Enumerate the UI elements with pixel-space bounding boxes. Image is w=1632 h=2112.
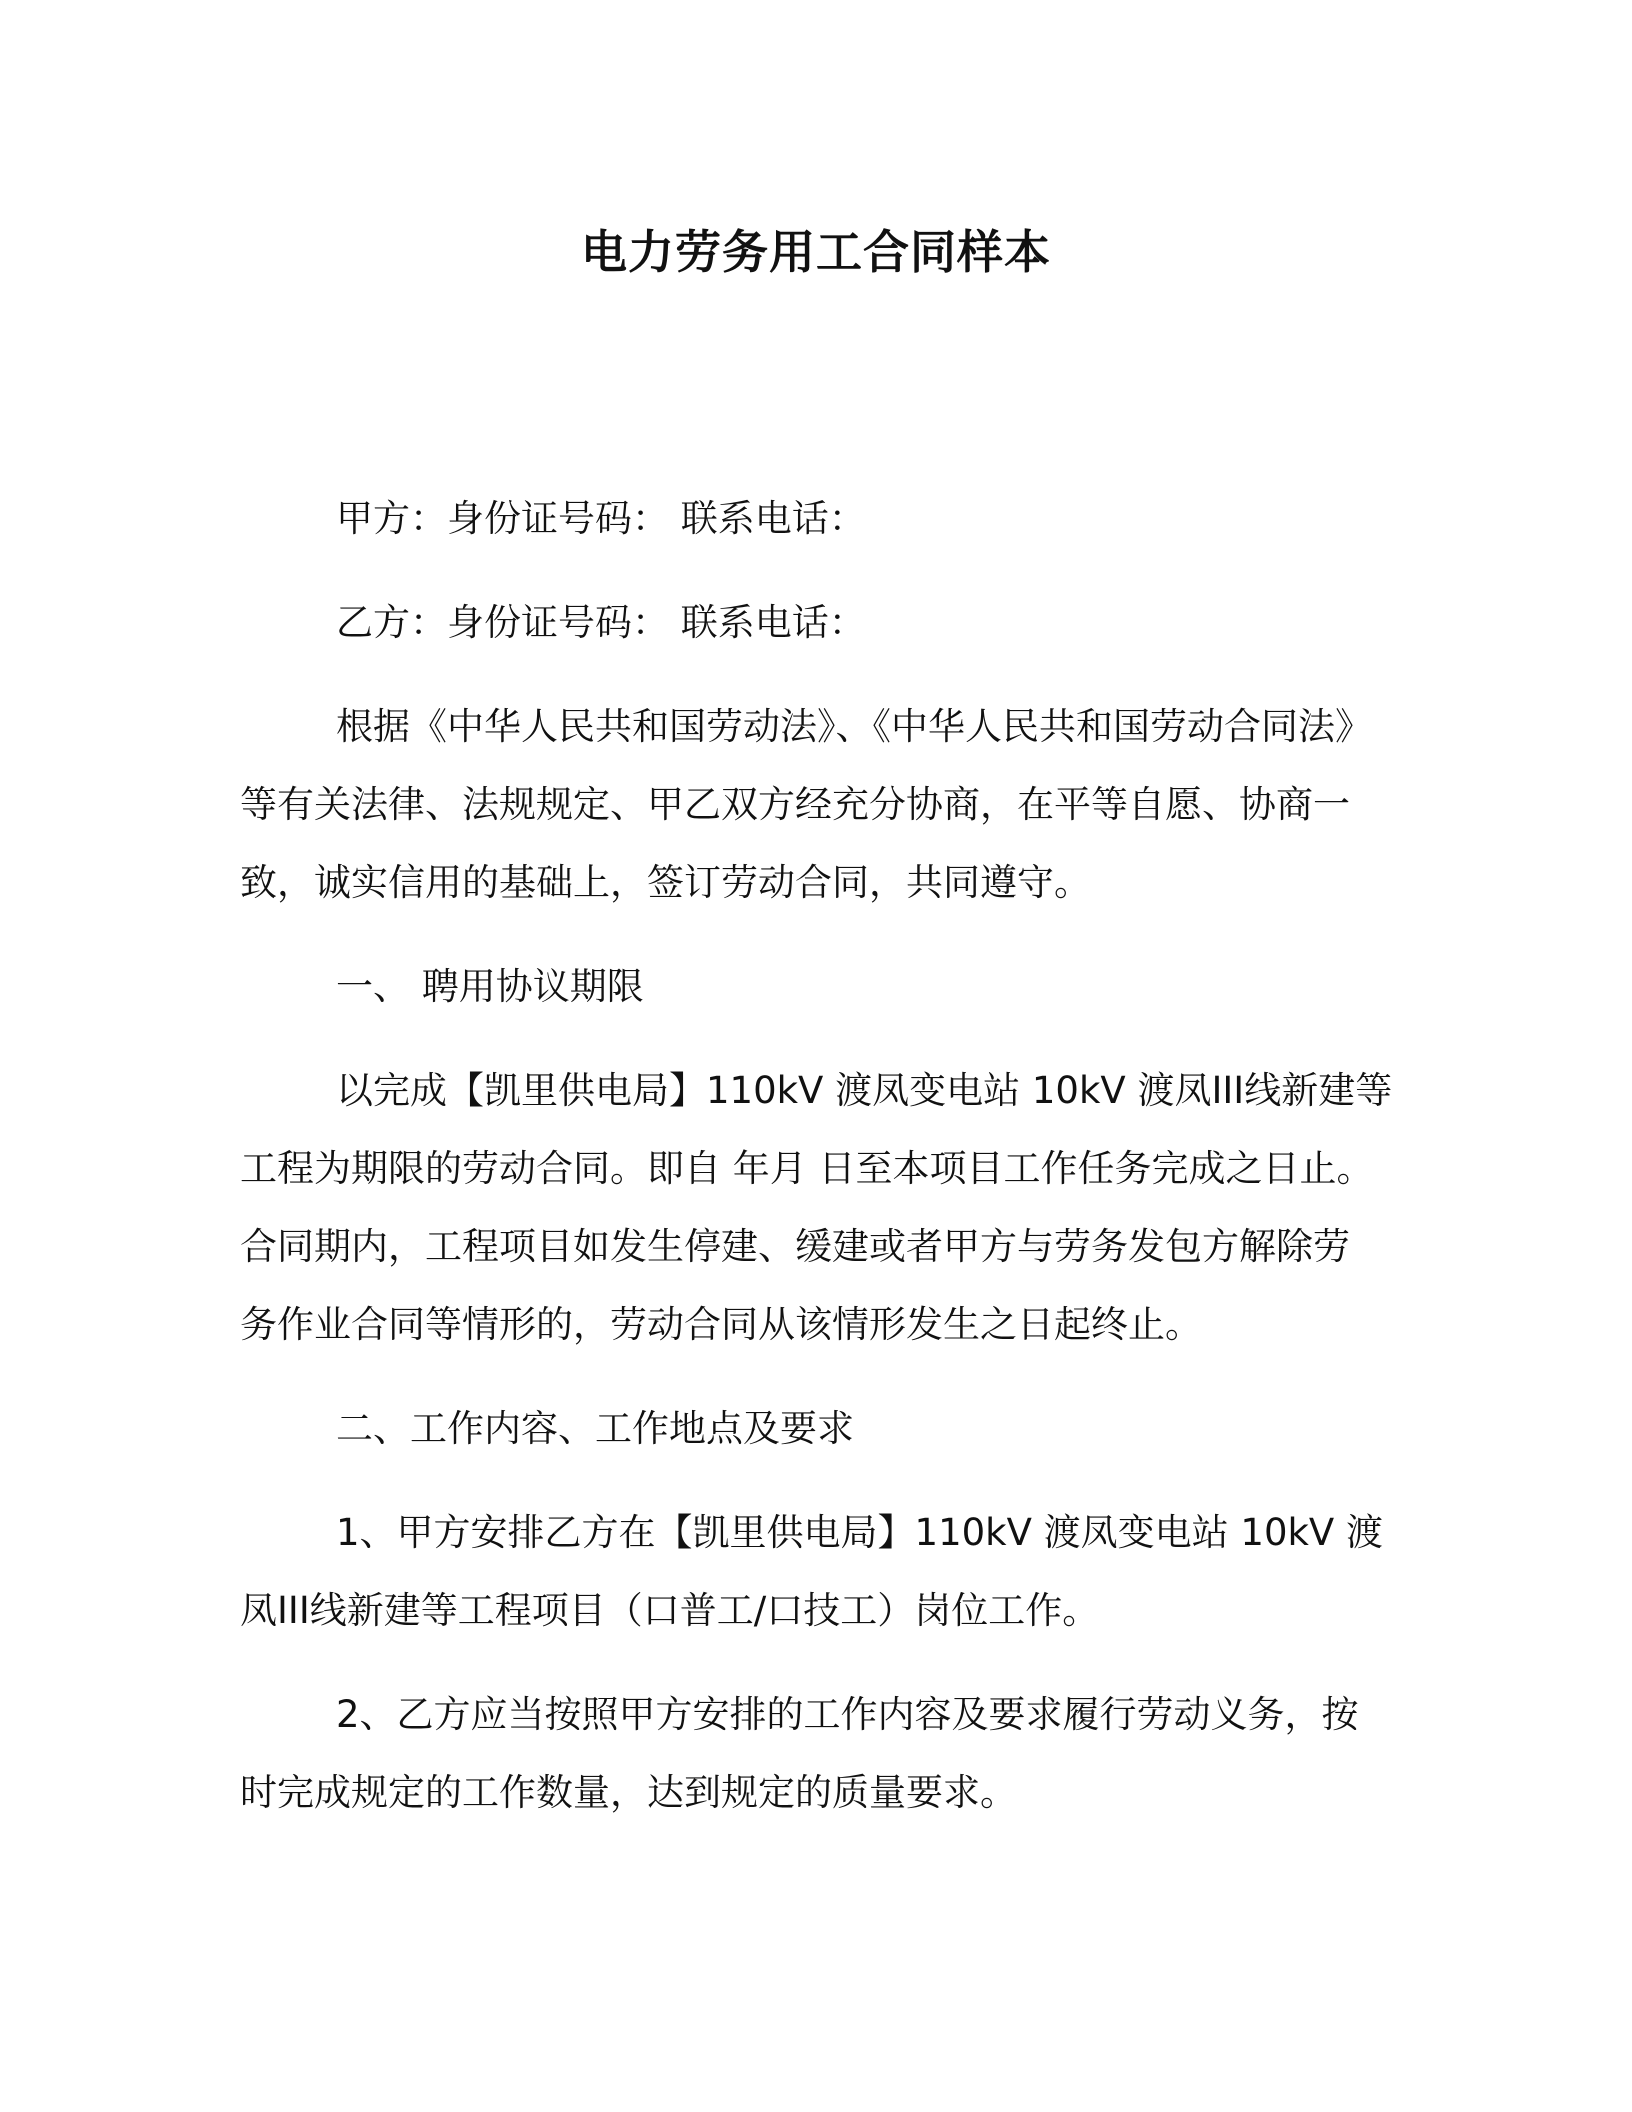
- clause1-line: 1、甲方安排乙方在【凯里供电局】110kV 渡凤变电站 10kV 渡: [336, 1511, 1384, 1554]
- section1-line: 以完成【凯里供电局】110kV 渡凤变电站 10kV 渡凤III线新建等: [336, 1069, 1393, 1112]
- clause1-line: 凤III线新建等工程项目（口普工/口技工）岗位工作。: [240, 1589, 1100, 1632]
- section1-line: 合同期内，工程项目如发生停建、缓建或者甲方与劳务发包方解除劳: [240, 1225, 1350, 1268]
- document-title: 电力劳务用工合同样本: [581, 225, 1051, 279]
- preamble-line: 致，诚实信用的基础上，签订劳动合同，共同遵守。: [240, 861, 1091, 904]
- preamble-line: 根据《中华人民共和国劳动法》、《中华人民共和国劳动合同法》: [336, 705, 1372, 748]
- section1-heading: 一、 聘用协议期限: [336, 965, 644, 1008]
- clause2-line: 2、乙方应当按照甲方安排的工作内容及要求履行劳动义务，按: [336, 1693, 1359, 1736]
- section1-line: 务作业合同等情形的，劳动合同从该情形发生之日起终止。: [240, 1303, 1202, 1346]
- section1-line: 工程为期限的劳动合同。即自 年月 日至本项目工作任务完成之日止。: [240, 1147, 1374, 1190]
- preamble-line: 等有关法律、法规规定、甲乙双方经充分协商，在平等自愿、协商一: [240, 783, 1350, 826]
- clause2-line: 时完成规定的工作数量，达到规定的质量要求。: [240, 1771, 1017, 1814]
- party-b-line: 乙方：身份证号码： 联系电话：: [336, 601, 866, 644]
- party-a-line: 甲方：身份证号码： 联系电话：: [336, 497, 866, 540]
- section2-heading: 二、工作内容、工作地点及要求: [336, 1407, 854, 1450]
